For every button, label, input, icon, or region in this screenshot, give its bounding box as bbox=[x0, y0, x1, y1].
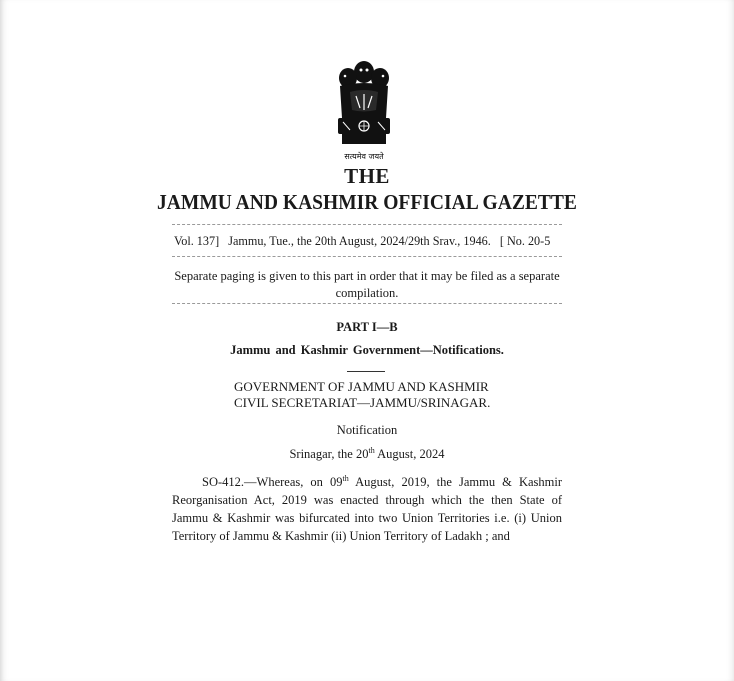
national-emblem-icon bbox=[330, 58, 398, 164]
government-header bbox=[234, 379, 554, 411]
section-heading: Jammu and Kashmir Government—Notifications. bbox=[230, 343, 504, 357]
notification-label: Notification bbox=[336, 423, 398, 437]
part-heading: PART I—B bbox=[336, 320, 398, 334]
divider bbox=[172, 224, 562, 225]
divider bbox=[172, 303, 562, 304]
short-divider bbox=[347, 371, 385, 372]
divider bbox=[172, 256, 562, 257]
notification-body: SO-412.—Whereas, on 09th August, 2019, the Jammu & Kashmir Reorganisation Act, 2019 was enacted through which the then State of Jammu & Kashmir was bifurcated into two Union Territories i.e. (i) Union Territory of Jammu & Kashmir (ii) Union Territory of Ladakh ; and bbox=[172, 474, 562, 543]
emblem-motto: सत्यमेव जयते bbox=[344, 152, 384, 161]
separate-paging-note: Separate paging is given to this part in order that it may be filed as a separate compilation. bbox=[174, 269, 560, 300]
government-line-1: GOVERNMENT OF JAMMU AND KASHMIR bbox=[234, 379, 489, 394]
issue-date: Jammu, Tue., the 20th August, 2024/29th Srav., 1946. bbox=[228, 234, 491, 248]
gazette-the: THE bbox=[344, 164, 390, 188]
issue-line bbox=[174, 234, 574, 249]
issue-volume: Vol. 137] bbox=[174, 234, 220, 248]
gazette-title: JAMMU AND KASHMIR OFFICIAL GAZETTE bbox=[157, 190, 577, 214]
issue-number: [ No. 20-5 bbox=[499, 234, 551, 248]
notification-date: Srinagar, the 20th August, 2024 bbox=[289, 446, 445, 461]
government-line-2: CIVIL SECRETARIAT—JAMMU/SRINAGAR. bbox=[234, 395, 491, 410]
